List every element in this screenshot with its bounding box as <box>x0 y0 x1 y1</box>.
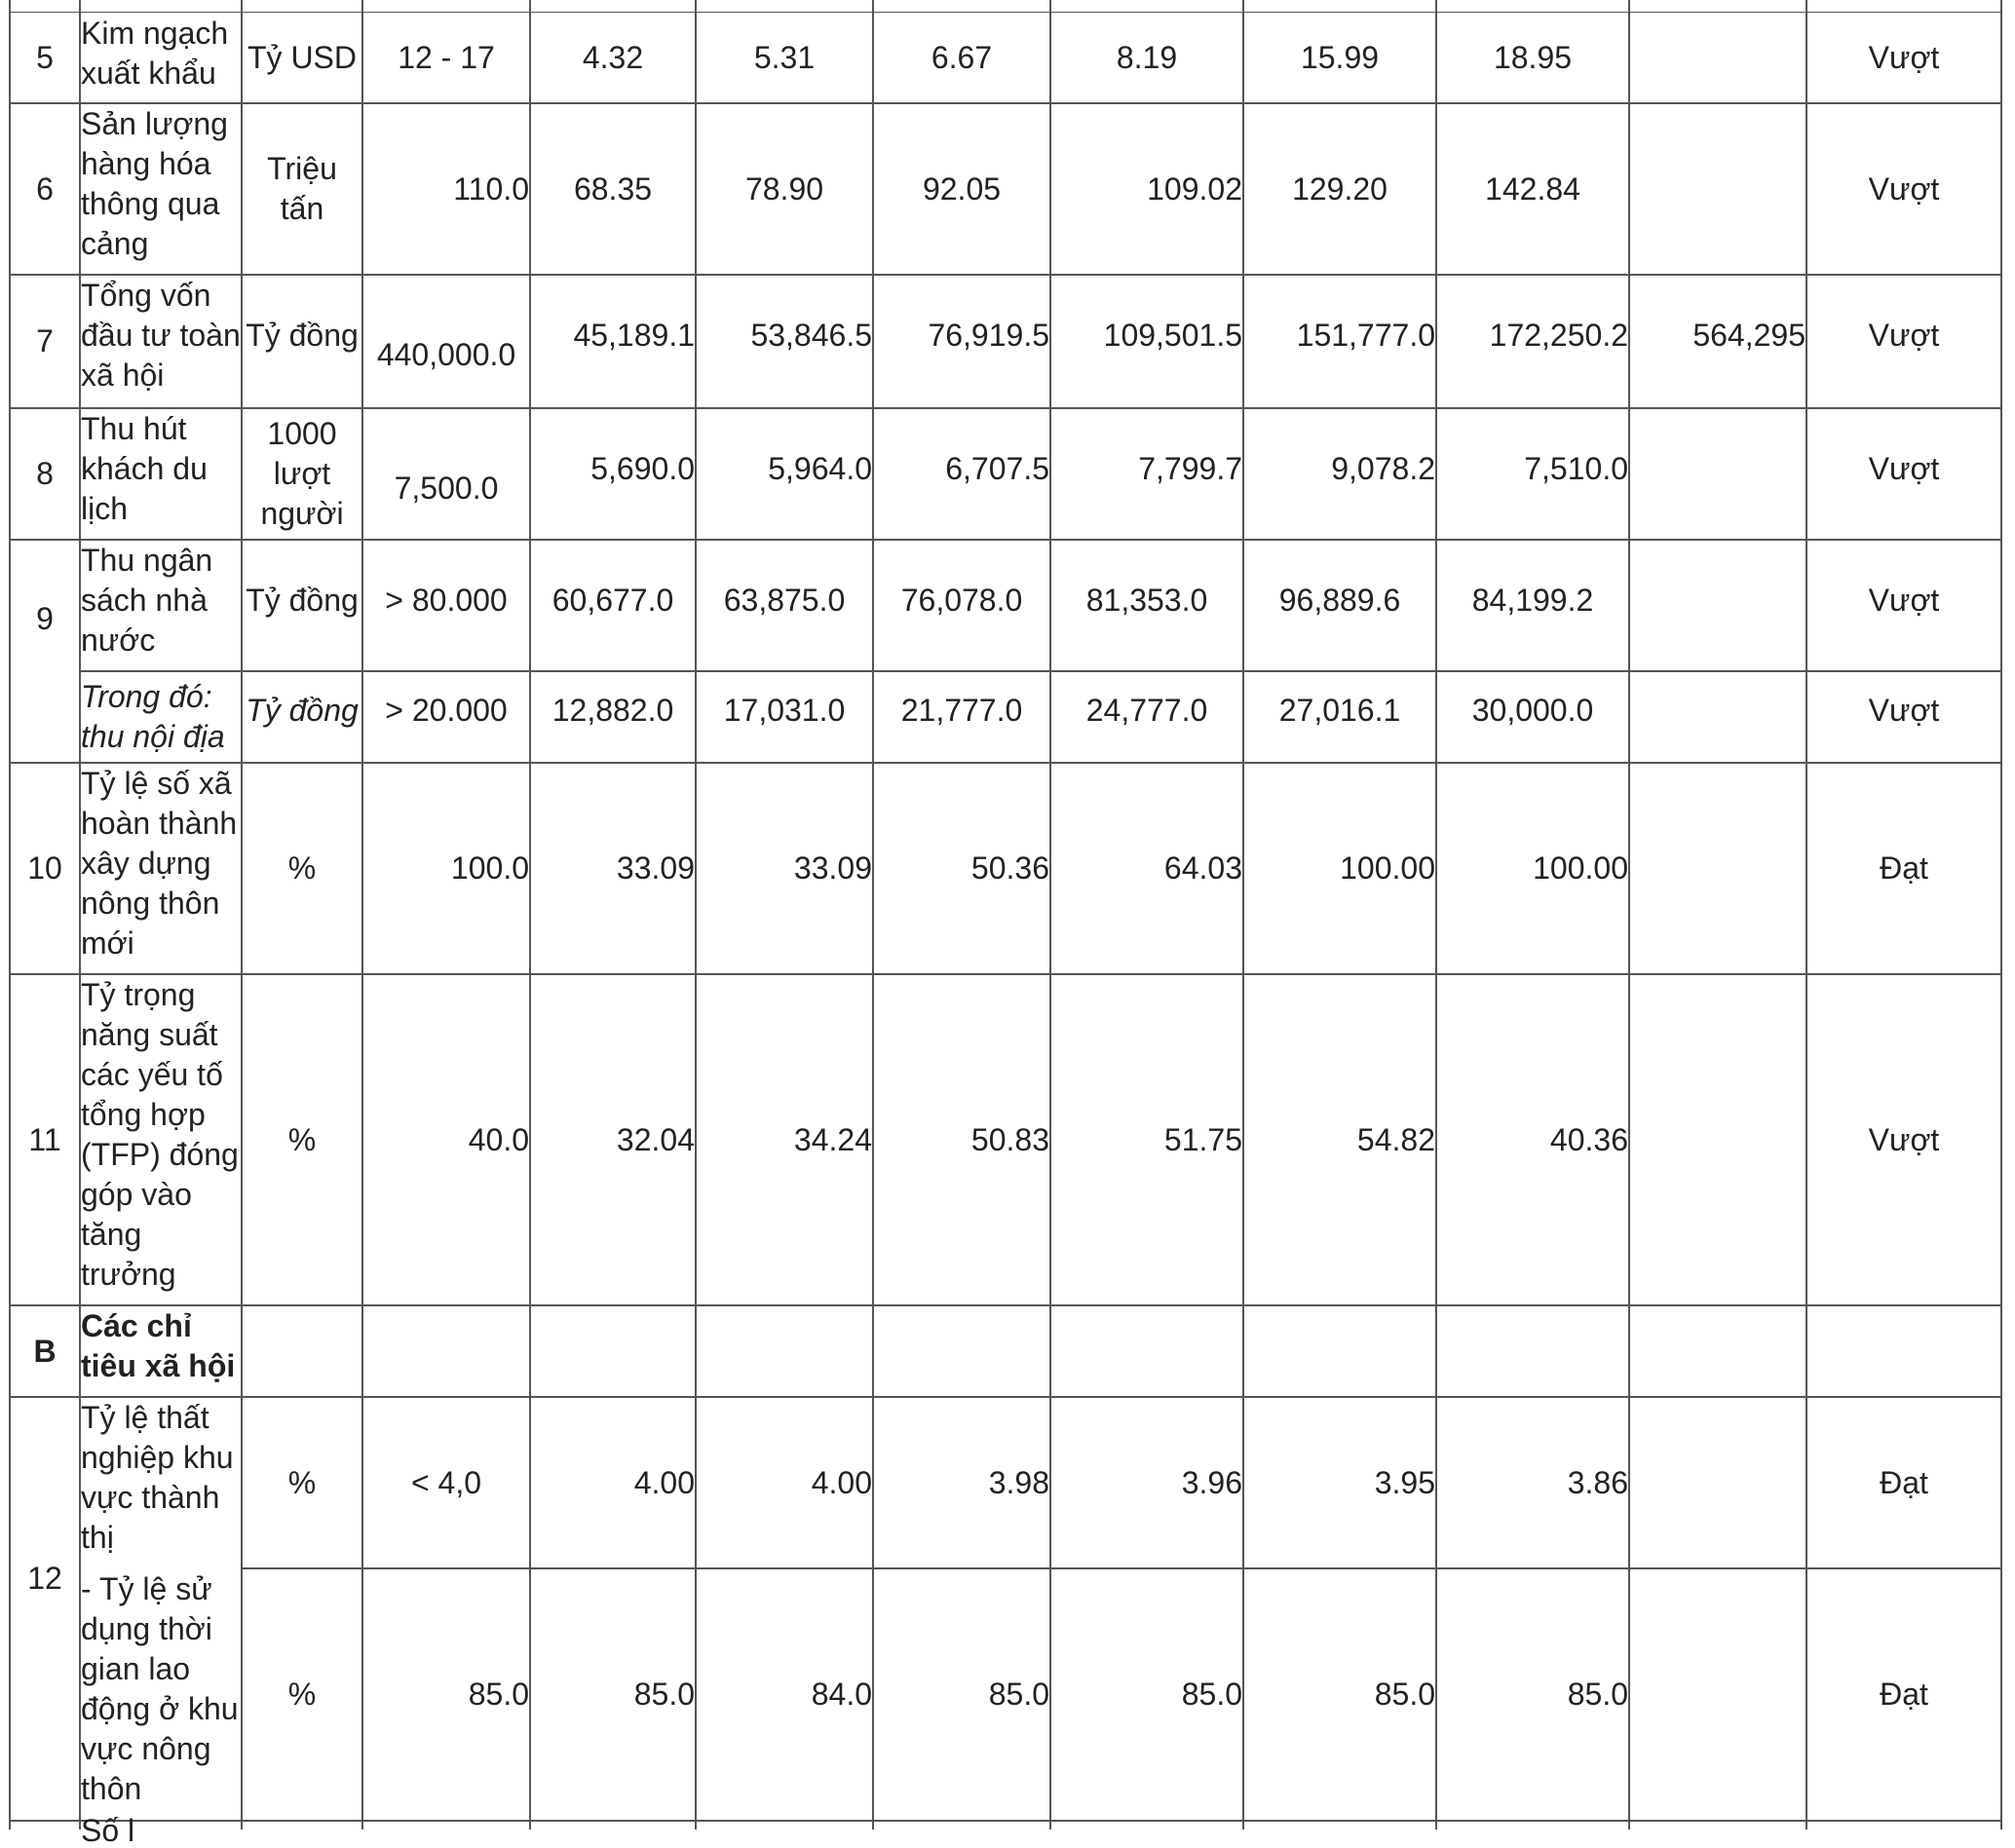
value-cell: 84,199.2 <box>1471 583 1594 618</box>
indicator-name: Tổng vốn đầu tư toàn xã hội <box>81 278 241 393</box>
value-cell: 33.09 <box>616 850 695 886</box>
total-cell <box>1630 672 1806 748</box>
value-cell: 17,031.0 <box>723 692 846 728</box>
indicator-name: Tỷ trọng năng suất các yếu tố tổng hợp (TFP) đóng góp vào tăng trưởng <box>81 977 239 1292</box>
value-cell: 50.83 <box>970 1121 1049 1157</box>
row-number: 12 <box>27 1560 62 1596</box>
value-cell: 100.00 <box>1533 850 1628 886</box>
indicator-name: Số l <box>81 1813 135 1848</box>
result-cell: Đạt <box>1880 1677 1928 1712</box>
value-cell: 8.19 <box>1116 40 1178 75</box>
indicator-name: Tỷ lệ số xã hoàn thành xây dựng nông thôn mới <box>81 766 238 961</box>
result-cell: Vượt <box>1868 170 1940 207</box>
value-cell: 7,510.0 <box>1524 451 1628 486</box>
row-number: 7 <box>36 323 54 358</box>
value-cell: 53,846.5 <box>750 318 872 353</box>
indicator-name: Thu hút khách du lịch <box>81 411 208 526</box>
value-cell: 27,016.1 <box>1278 692 1401 728</box>
value-cell: 76,919.5 <box>928 318 1049 353</box>
value-cell: 15.99 <box>1300 40 1380 75</box>
value-cell: 60,677.0 <box>551 583 674 618</box>
unit-cell: % <box>287 850 317 886</box>
value-cell: 24,777.0 <box>1085 692 1208 728</box>
target-cell: > 80.000 <box>385 583 508 618</box>
result-cell: Vượt <box>1868 583 1940 618</box>
target-cell: 12 - 17 <box>398 40 495 75</box>
total-cell <box>1630 14 1806 102</box>
table-row-line <box>10 1820 2002 1822</box>
value-cell: 4.00 <box>633 1464 695 1500</box>
value-cell: 3.86 <box>1567 1464 1628 1500</box>
value-cell: 12,882.0 <box>551 692 674 728</box>
result-cell: Vượt <box>1868 40 1940 75</box>
target-cell: 7,500.0 <box>394 471 499 506</box>
total-cell <box>1630 541 1806 660</box>
value-cell: 5,964.0 <box>768 451 872 486</box>
total-cell <box>1630 1569 1806 1820</box>
value-cell: 85.0 <box>1181 1677 1242 1712</box>
value-cell: 92.05 <box>922 170 1002 207</box>
unit-cell: Tỷ USD <box>247 40 357 75</box>
total-cell: 564,295 <box>1692 318 1806 353</box>
target-cell: 110.0 <box>453 170 529 207</box>
total-cell <box>1630 975 1806 1304</box>
indicator-name: Sản lượng hàng hóa thông qua cảng <box>81 106 228 261</box>
result-cell: Vượt <box>1868 318 1940 353</box>
value-cell: 100.00 <box>1340 850 1435 886</box>
total-cell <box>1630 1398 1806 1567</box>
indicator-name: Trong đó: thu nội địa <box>81 679 225 754</box>
total-cell <box>1630 104 1806 274</box>
value-cell: 96,889.6 <box>1278 583 1401 618</box>
value-cell: 51.75 <box>1163 1121 1242 1157</box>
total-cell <box>1630 409 1806 529</box>
value-cell: 45,189.1 <box>573 318 695 353</box>
value-cell: 3.98 <box>988 1464 1049 1500</box>
value-cell: 33.09 <box>793 850 872 886</box>
value-cell: 4.32 <box>582 40 644 75</box>
result-cell: Đạt <box>1880 1464 1928 1500</box>
result-cell: Vượt <box>1868 1121 1940 1157</box>
indicator-name: - Tỷ lệ sử dụng thời gian lao động ở khu vực nông thôn <box>81 1571 239 1806</box>
value-cell: 78.90 <box>744 170 824 207</box>
value-cell: 40.36 <box>1549 1121 1628 1157</box>
value-cell: 4.00 <box>811 1464 872 1500</box>
result-cell: Vượt <box>1868 451 1940 486</box>
value-cell: 5.31 <box>753 40 816 75</box>
unit-cell: Tỷ đồng <box>246 318 359 353</box>
value-cell: 18.95 <box>1493 40 1573 75</box>
value-cell: 85.0 <box>1567 1677 1628 1712</box>
indicator-name: Tỷ lệ thất nghiệp khu vực thành thị <box>81 1400 234 1555</box>
row-number: 9 <box>36 601 54 636</box>
value-cell: 151,777.0 <box>1296 318 1435 353</box>
table-row-line <box>10 12 2002 13</box>
row-number: 6 <box>36 170 54 207</box>
row-number: 11 <box>28 1121 61 1157</box>
value-cell: 54.82 <box>1356 1121 1435 1157</box>
unit-cell: % <box>287 1121 317 1157</box>
section-label: B <box>33 1333 57 1369</box>
target-cell: 100.0 <box>450 850 529 886</box>
value-cell: 6.67 <box>931 40 993 75</box>
value-cell: 81,353.0 <box>1085 583 1208 618</box>
row-number: 10 <box>27 850 62 886</box>
indicator-name: Thu ngân sách nhà nước <box>81 543 213 658</box>
target-cell: < 4,0 <box>410 1464 482 1500</box>
value-cell: 109.02 <box>1147 170 1242 207</box>
value-cell: 50.36 <box>970 850 1049 886</box>
indicator-name: Kim ngạch xuất khẩu <box>81 16 229 91</box>
unit-cell: % <box>287 1677 317 1712</box>
target-cell: 440,000.0 <box>376 337 516 372</box>
unit-cell: Tỷ đồng <box>246 692 359 728</box>
value-cell: 76,078.0 <box>900 583 1023 618</box>
value-cell: 3.95 <box>1374 1464 1435 1500</box>
value-cell: 85.0 <box>1374 1677 1435 1712</box>
value-cell: 85.0 <box>988 1677 1049 1712</box>
value-cell: 5,690.0 <box>590 451 695 486</box>
value-cell: 34.24 <box>793 1121 872 1157</box>
row-number: 5 <box>36 40 54 75</box>
table-row-line <box>10 1304 2002 1306</box>
value-cell: 172,250.2 <box>1489 318 1628 353</box>
target-cell: 85.0 <box>468 1677 529 1712</box>
value-cell: 129.20 <box>1292 170 1388 207</box>
row-number: 8 <box>36 456 54 491</box>
unit-cell: Triệu tấn <box>267 151 337 226</box>
value-cell: 6,707.5 <box>945 451 1049 486</box>
value-cell: 84.0 <box>811 1677 872 1712</box>
value-cell: 85.0 <box>633 1677 695 1712</box>
value-cell: 3.96 <box>1181 1464 1242 1500</box>
value-cell: 7,799.7 <box>1138 451 1242 486</box>
value-cell: 21,777.0 <box>900 692 1023 728</box>
target-cell: 40.0 <box>468 1121 529 1157</box>
result-cell: Vượt <box>1868 692 1940 728</box>
result-cell: Đạt <box>1880 850 1928 886</box>
value-cell: 142.84 <box>1485 170 1580 207</box>
unit-cell: Tỷ đồng <box>246 583 359 618</box>
target-cell: > 20.000 <box>385 692 508 728</box>
value-cell: 9,078.2 <box>1331 451 1435 486</box>
section-title: Các chỉ tiêu xã hội <box>81 1308 236 1383</box>
value-cell: 64.03 <box>1163 850 1242 886</box>
value-cell: 68.35 <box>573 170 653 207</box>
value-cell: 30,000.0 <box>1471 692 1594 728</box>
unit-cell: 1000 lượt người <box>260 416 344 531</box>
value-cell: 63,875.0 <box>723 583 846 618</box>
total-cell <box>1630 764 1806 973</box>
unit-cell: % <box>287 1464 317 1500</box>
value-cell: 32.04 <box>616 1121 695 1157</box>
value-cell: 109,501.5 <box>1103 318 1242 353</box>
